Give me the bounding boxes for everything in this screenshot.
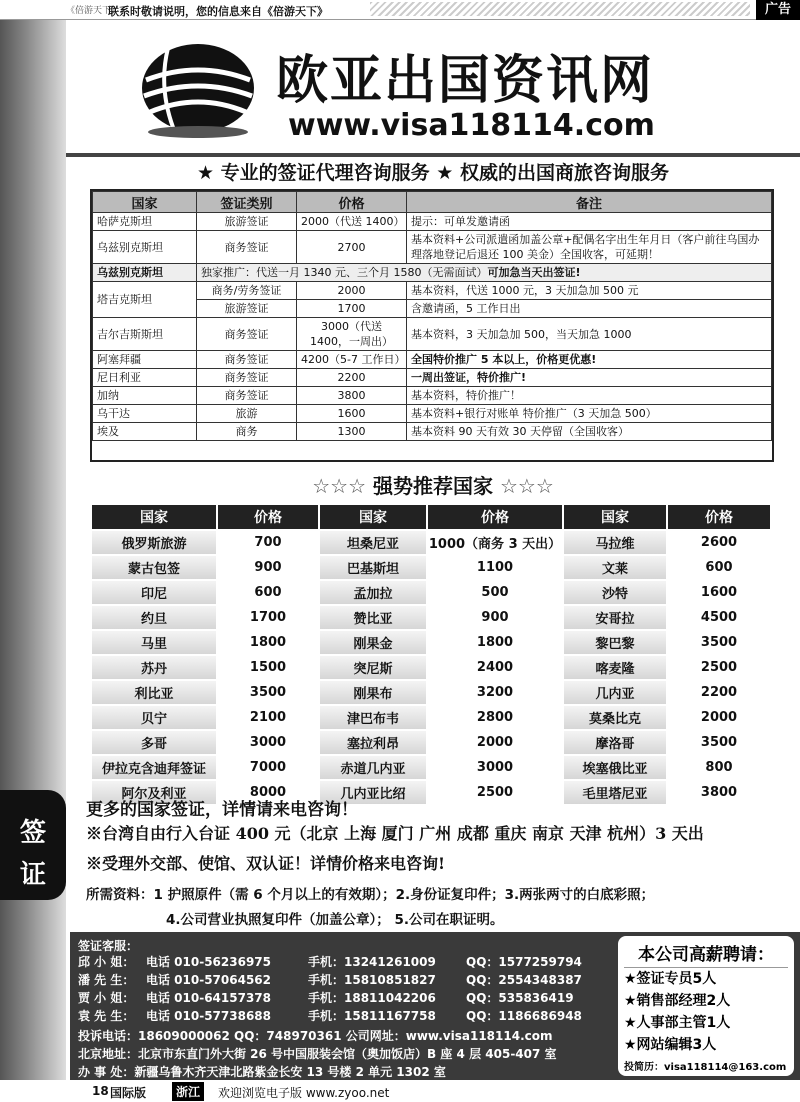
cell-country: 突尼斯 <box>320 656 428 679</box>
star-icons-left: ☆☆☆ <box>312 474 367 498</box>
cell-price: 2000 <box>297 282 407 300</box>
cell-price: 1800 <box>428 631 564 654</box>
staff-mobile: 手机：18811042206 <box>308 991 436 1005</box>
cell-price: 800 <box>668 756 772 779</box>
cell-type: 商务 <box>197 423 297 441</box>
brand-title: 欧亚出国资讯网 <box>276 51 655 111</box>
cell-note: 基本资料，3 天加急加 500，当天加急 1000 <box>407 318 772 351</box>
recommend-title-text: 强势推荐国家 <box>373 474 493 498</box>
visa-table-header <box>93 192 772 213</box>
promo-text: 独家推广：代送一月 1340 元、三个月 1580（无需面试） <box>201 266 488 279</box>
cell-price: 600 <box>218 581 320 604</box>
promo-highlight: 可加急当天出签证! <box>487 266 581 279</box>
cell-price: 3500 <box>668 731 772 754</box>
staff-qq: QQ：1186686948 <box>466 1009 582 1023</box>
col-country-1: 国家 <box>92 505 218 529</box>
staff-name: 贾 小 姐： <box>78 991 135 1005</box>
table-row-promo <box>93 264 772 282</box>
cell-country: 约旦 <box>92 606 218 629</box>
table-row <box>93 423 772 441</box>
publication-logo: 《倍游天下》 <box>66 6 121 16</box>
staff-mobile: 手机：15810851827 <box>308 973 436 987</box>
staff-phone: 电话 010-57738688 <box>146 1009 272 1023</box>
col-country-2: 国家 <box>320 505 428 529</box>
province-badge: 浙江 <box>172 1082 204 1101</box>
cell-type: 旅游签证 <box>197 213 297 231</box>
required-docs-line-2: 4.公司营业执照复印件（加盖公章）； 5.公司在职证明。 <box>166 912 504 928</box>
table-row <box>93 369 772 387</box>
cell-country: 几内亚比绍 <box>320 781 428 804</box>
staff-mobile: 手机：15811167758 <box>308 1009 436 1023</box>
recommend-title <box>66 470 800 499</box>
cell-price: 2500 <box>668 656 772 679</box>
cell-type: 商务签证 <box>197 231 297 264</box>
price-table-body <box>92 531 772 804</box>
cell-price: 900 <box>428 606 564 629</box>
brand-url: www.visa118114.com <box>288 108 655 143</box>
cell-country: 文莱 <box>564 556 668 579</box>
cell-price: 2500 <box>428 781 564 804</box>
cell-country: 印尼 <box>92 581 218 604</box>
star-icons-right: ☆☆☆ <box>499 474 554 498</box>
cell-country: 苏丹 <box>92 656 218 679</box>
cell-type: 商务签证 <box>197 318 297 351</box>
cell-price: 2200 <box>297 369 407 387</box>
cell-promo <box>197 264 772 282</box>
cell-country: 贝宁 <box>92 706 218 729</box>
decorative-stripes <box>370 2 750 16</box>
staff-name: 潘 先 生： <box>78 973 135 987</box>
side-tab-visa <box>0 790 66 900</box>
taiwan-permit-note: ※台湾自由行入台证 400 元（北京 上海 厦门 广州 成都 重庆 南京 天津 杭州）3 天出 <box>86 824 704 843</box>
cell-price: 3800 <box>668 781 772 804</box>
price-row <box>92 681 772 704</box>
recruit-item: ★人事部主管1人 <box>624 1015 731 1031</box>
cell-country: 哈萨克斯坦 <box>93 213 197 231</box>
source-notice: 联系时敬请说明，您的信息来自《倍游天下》 <box>108 5 328 18</box>
contact-label: 签证客服： <box>78 939 139 953</box>
cell-country: 阿塞拜疆 <box>93 351 197 369</box>
cell-type: 旅游签证 <box>197 300 297 318</box>
cell-note: 基本资料 90 天有效 30 天停留（全国收客） <box>407 423 772 441</box>
cell-country: 乌干达 <box>93 405 197 423</box>
cell-country: 坦桑尼亚 <box>320 531 428 554</box>
cell-price: 8000 <box>218 781 320 804</box>
col-visa-type: 签证类别 <box>197 192 297 213</box>
visa-table <box>92 191 772 441</box>
table-row <box>93 405 772 423</box>
cell-country: 伊拉克含迪拜签证 <box>92 756 218 779</box>
cell-type: 旅游 <box>197 405 297 423</box>
staff-contact-row <box>78 953 582 970</box>
price-row <box>92 706 772 729</box>
complaint-line: 投诉电话：18609000062 QQ：748970361 公司网址：www.visa118114.com <box>78 1029 553 1043</box>
cell-price: 3500 <box>668 631 772 654</box>
recommend-price-table <box>92 503 772 806</box>
cell-country: 莫桑比克 <box>564 706 668 729</box>
cell-price: 2600 <box>668 531 772 554</box>
staff-qq: QQ：2554348387 <box>466 973 582 987</box>
col-country-3: 国家 <box>564 505 668 529</box>
col-price-1: 价格 <box>218 505 320 529</box>
recruit-item: ★网站编辑3人 <box>624 1037 717 1053</box>
page-footer <box>0 1080 800 1102</box>
ad-panel <box>66 20 800 1080</box>
cell-note: 含邀请函，5 工作日出 <box>407 300 772 318</box>
cell-country: 赞比亚 <box>320 606 428 629</box>
cell-note: 基本资料+公司派遣函加盖公章+配偶名字出生年月日（客户前往乌国办理落地登记后退还 100 美金）全国收客，可延期！ <box>407 231 772 264</box>
service-slogan: ★ 专业的签证代理咨询服务 ★ 权威的出国商旅咨询服务 <box>197 162 669 184</box>
cell-country: 阿尔及利亚 <box>92 781 218 804</box>
office-address: 办 事 处：新疆乌鲁木齐天津北路紫金长安 13 号楼 2 单元 1302 室 <box>78 1065 446 1079</box>
recruit-item: ★销售部经理2人 <box>624 993 731 1009</box>
cell-country: 刚果布 <box>320 681 428 704</box>
cell-country: 加纳 <box>93 387 197 405</box>
price-row <box>92 731 772 754</box>
staff-mobile: 手机：13241261009 <box>308 955 436 969</box>
price-row <box>92 556 772 579</box>
cell-price: 1700 <box>297 300 407 318</box>
cell-country: 俄罗斯旅游 <box>92 531 218 554</box>
contact-box <box>70 932 800 1080</box>
cell-price: 500 <box>428 581 564 604</box>
price-row <box>92 581 772 604</box>
cell-note: 一周出签证，特价推广! <box>407 369 772 387</box>
cell-country: 几内亚 <box>564 681 668 704</box>
more-countries-note: 更多的国家签证，详情请来电咨询！ <box>86 800 358 820</box>
cell-type: 商务签证 <box>197 369 297 387</box>
recruit-box <box>618 936 794 1076</box>
staff-contact-row <box>78 1007 582 1024</box>
beijing-address: 北京地址：北京市东直门外大街 26 号中国服装会馆（奥加饭店）B 座 4 层 405-407 室 <box>78 1047 557 1061</box>
table-row <box>93 213 772 231</box>
side-tab-char-1: 签 <box>19 818 46 848</box>
cell-country: 尼日利亚 <box>93 369 197 387</box>
price-row <box>92 756 772 779</box>
col-price: 价格 <box>297 192 407 213</box>
cell-price: 1600 <box>668 581 772 604</box>
staff-contact-row <box>78 989 574 1006</box>
cell-country: 蒙古包签 <box>92 556 218 579</box>
cell-country: 安哥拉 <box>564 606 668 629</box>
recruit-title: 本公司高薪聘请： <box>624 940 788 968</box>
cell-type: 商务签证 <box>197 351 297 369</box>
cell-price: 3200 <box>428 681 564 704</box>
col-country: 国家 <box>93 192 197 213</box>
cell-country: 沙特 <box>564 581 668 604</box>
cell-country: 刚果金 <box>320 631 428 654</box>
price-row <box>92 631 772 654</box>
required-docs-line-1: 所需资料：1 护照原件（需 6 个月以上的有效期）；2.身份证复印件；3.两张两寸的白底彩照； <box>86 887 655 903</box>
cell-note: 基本资料+银行对账单 特价推广（3 天加急 500） <box>407 405 772 423</box>
cell-country: 马拉维 <box>564 531 668 554</box>
price-row <box>92 531 772 554</box>
col-price-2: 价格 <box>428 505 564 529</box>
cell-country: 赤道几内亚 <box>320 756 428 779</box>
cell-note: 基本资料，特价推广！ <box>407 387 772 405</box>
recruit-item: ★签证专员5人 <box>624 971 717 987</box>
cell-price: 1000（商务 3 天出） <box>428 531 564 554</box>
cell-country: 塞拉利昂 <box>320 731 428 754</box>
cell-price: 2100 <box>218 706 320 729</box>
cell-price: 2000 <box>668 706 772 729</box>
cell-country: 津巴布韦 <box>320 706 428 729</box>
staff-phone: 电话 010-56236975 <box>146 955 272 969</box>
cell-price: 1800 <box>218 631 320 654</box>
cell-country: 埃塞俄比亚 <box>564 756 668 779</box>
cell-price: 900 <box>218 556 320 579</box>
cell-price: 1100 <box>428 556 564 579</box>
cell-type: 商务签证 <box>197 387 297 405</box>
col-price-3: 价格 <box>668 505 772 529</box>
table-row <box>93 282 772 300</box>
cell-country: 毛里塔尼亚 <box>564 781 668 804</box>
cell-price: 4500 <box>668 606 772 629</box>
recruit-email: 投简历：visa118114@163.com <box>624 1062 787 1073</box>
cell-note: 基本资料，代送 1000 元，3 天加急加 500 元 <box>407 282 772 300</box>
globe-logo-icon <box>138 40 258 140</box>
cell-price: 2000（代送 1400） <box>297 213 407 231</box>
cell-country: 利比亚 <box>92 681 218 704</box>
cell-price: 700 <box>218 531 320 554</box>
price-row <box>92 606 772 629</box>
staff-phone: 电话 010-57064562 <box>146 973 272 987</box>
cell-country: 巴基斯坦 <box>320 556 428 579</box>
cell-price: 2700 <box>297 231 407 264</box>
cell-country: 埃及 <box>93 423 197 441</box>
cell-country: 喀麦隆 <box>564 656 668 679</box>
cell-price: 2400 <box>428 656 564 679</box>
staff-name: 邱 小 姐： <box>78 955 135 969</box>
cell-price: 3800 <box>297 387 407 405</box>
cell-price: 3500 <box>218 681 320 704</box>
cell-country: 孟加拉 <box>320 581 428 604</box>
cell-price: 1600 <box>297 405 407 423</box>
staff-contact-row <box>78 971 582 988</box>
price-table-header <box>92 505 772 529</box>
cell-country: 马里 <box>92 631 218 654</box>
cell-country: 乌兹别克斯坦 <box>93 264 197 282</box>
staff-qq: QQ：1577259794 <box>466 955 582 969</box>
staff-phone: 电话 010-64157378 <box>146 991 272 1005</box>
staff-name: 袁 先 生： <box>78 1009 135 1023</box>
edition-label: 国际版 <box>110 1086 147 1100</box>
consular-note: ※受理外交部、使馆、双认证！详情价格来电咨询! <box>86 854 446 873</box>
top-strip <box>0 0 800 20</box>
table-row <box>93 231 772 264</box>
welcome-text: 欢迎浏览电子版 www.zyoo.net <box>218 1086 390 1100</box>
cell-price: 2200 <box>668 681 772 704</box>
cell-price: 1700 <box>218 606 320 629</box>
left-band <box>0 20 66 1080</box>
staff-qq: QQ：535836419 <box>466 991 574 1005</box>
cell-price: 2000 <box>428 731 564 754</box>
cell-price: 3000（代送 1400，一周出） <box>297 318 407 351</box>
cell-country: 塔吉克斯坦 <box>93 282 197 318</box>
cell-note: 提示：可单发邀请函 <box>407 213 772 231</box>
header-divider <box>66 153 800 157</box>
table-row <box>93 351 772 369</box>
cell-price: 1500 <box>218 656 320 679</box>
cell-country: 多哥 <box>92 731 218 754</box>
brand-header <box>66 20 800 162</box>
table-row <box>93 318 772 351</box>
side-tab-char-2: 证 <box>19 860 46 890</box>
cell-country: 乌兹别克斯坦 <box>93 231 197 264</box>
table-row <box>93 387 772 405</box>
price-row <box>92 656 772 679</box>
cell-type: 商务/劳务签证 <box>197 282 297 300</box>
ad-tag: 广告 <box>756 0 800 20</box>
cell-country: 吉尔吉斯斯坦 <box>93 318 197 351</box>
cell-price: 1300 <box>297 423 407 441</box>
page-number: 18 <box>92 1084 109 1098</box>
cell-country: 摩洛哥 <box>564 731 668 754</box>
cell-price: 4200（5-7 工作日） <box>297 351 407 369</box>
cell-price: 3000 <box>428 756 564 779</box>
cell-price: 2800 <box>428 706 564 729</box>
cell-price: 7000 <box>218 756 320 779</box>
cell-price: 600 <box>668 556 772 579</box>
cell-note: 全国特价推广 5 本以上，价格更优惠! <box>407 351 772 369</box>
cell-country: 黎巴黎 <box>564 631 668 654</box>
col-note: 备注 <box>407 192 772 213</box>
cell-price: 3000 <box>218 731 320 754</box>
